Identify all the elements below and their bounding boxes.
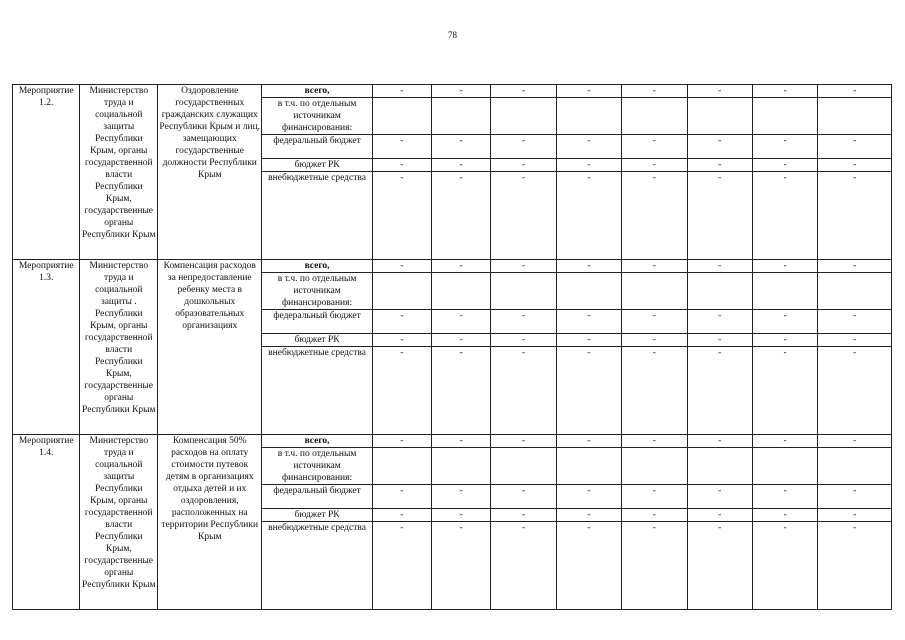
value-cell: - [752,509,817,522]
value-cell: - [687,135,752,159]
value-cell: - [432,435,491,448]
value-cell [622,273,687,310]
value-cell: - [687,260,752,273]
value-cell [556,98,621,135]
value-cell: - [556,347,621,435]
value-cell: - [491,509,556,522]
value-cell: - [372,172,431,260]
value-cell: - [818,435,892,448]
value-cell: - [622,435,687,448]
value-cell: - [752,310,817,334]
event-cell: Мероприятие 1.2. [13,85,80,260]
value-cell [491,98,556,135]
value-cell: - [622,172,687,260]
value-cell: - [752,522,817,610]
value-cell: - [432,509,491,522]
source-incl: в т.ч. по отдельным источникам финансирования: [262,273,372,310]
value-cell: - [432,310,491,334]
value-cell: - [491,135,556,159]
value-cell [432,448,491,485]
value-cell: - [752,172,817,260]
value-cell: - [622,159,687,172]
value-cell [432,98,491,135]
value-cell: - [556,135,621,159]
value-cell: - [622,135,687,159]
value-cell: - [818,347,892,435]
value-cell [372,448,431,485]
value-cell [556,448,621,485]
value-cell: - [491,310,556,334]
value-cell: - [818,260,892,273]
value-cell: - [491,347,556,435]
value-cell: - [622,347,687,435]
value-cell: - [687,85,752,98]
value-cell [372,98,431,135]
value-cell: - [556,485,621,509]
value-cell [687,448,752,485]
value-cell [752,273,817,310]
value-cell: - [556,522,621,610]
table-row [13,435,892,448]
value-cell: - [432,485,491,509]
value-cell: - [622,485,687,509]
value-cell: - [432,172,491,260]
value-cell: - [432,334,491,347]
event-cell: Мероприятие 1.4. [13,435,80,610]
value-cell: - [752,334,817,347]
value-cell: - [818,485,892,509]
value-cell: - [491,485,556,509]
value-cell: - [372,485,431,509]
value-cell [556,273,621,310]
value-cell: - [622,260,687,273]
value-cell: - [752,435,817,448]
value-cell: - [432,347,491,435]
value-cell: - [432,522,491,610]
value-cell: - [372,347,431,435]
value-cell: - [752,260,817,273]
value-cell: - [491,334,556,347]
value-cell: - [556,509,621,522]
value-cell: - [432,135,491,159]
funding-table [12,84,892,610]
value-cell: - [491,435,556,448]
value-cell: - [687,334,752,347]
value-cell: - [752,485,817,509]
value-cell: - [687,159,752,172]
value-cell: - [622,310,687,334]
value-cell: - [622,522,687,610]
value-cell: - [556,260,621,273]
value-cell [491,448,556,485]
table-row [13,260,892,273]
value-cell: - [432,85,491,98]
value-cell: - [372,159,431,172]
value-cell [752,448,817,485]
value-cell: - [622,334,687,347]
source-federal: федеральный бюджет [262,310,372,334]
source-extra: внебюджетные средства [262,347,372,435]
value-cell: - [372,509,431,522]
value-cell: - [818,509,892,522]
value-cell [372,273,431,310]
value-cell: - [372,334,431,347]
source-extra: внебюджетные средства [262,522,372,610]
value-cell [818,98,892,135]
value-cell: - [556,159,621,172]
value-cell: - [622,85,687,98]
value-cell: - [372,260,431,273]
value-cell: - [818,310,892,334]
value-cell: - [752,347,817,435]
name-cell: Компенсация расходов за непредоставление ребенку места в дошкольных образовательных организациях [158,260,262,435]
value-cell: - [752,159,817,172]
value-cell: - [752,85,817,98]
value-cell: - [752,135,817,159]
value-cell: - [491,260,556,273]
value-cell: - [556,172,621,260]
name-cell: Оздоровление государственных гражданских служащих Республики Крым и лиц, замещающих государственные должности Республики Крым [158,85,262,260]
value-cell [622,98,687,135]
value-cell: - [556,435,621,448]
value-cell [818,273,892,310]
source-rk: бюджет РК [262,159,372,172]
value-cell [622,448,687,485]
value-cell [432,273,491,310]
value-cell: - [432,260,491,273]
value-cell [818,448,892,485]
value-cell: - [818,334,892,347]
value-cell: - [491,159,556,172]
source-extra: внебюджетные средства [262,172,372,260]
value-cell: - [818,85,892,98]
value-cell: - [372,310,431,334]
value-cell: - [556,310,621,334]
value-cell: - [818,522,892,610]
executor-cell: Министерство труда и социальной защиты Республики Крым, органы государственной власти Республики Крым, государственные органы Республики Крым [80,435,158,610]
source-federal: федеральный бюджет [262,485,372,509]
value-cell: - [372,522,431,610]
source-incl: в т.ч. по отдельным источникам финансирования: [262,98,372,135]
value-cell: - [556,85,621,98]
value-cell: - [372,435,431,448]
value-cell: - [491,172,556,260]
value-cell: - [491,522,556,610]
value-cell: - [687,310,752,334]
value-cell: - [818,135,892,159]
value-cell: - [687,347,752,435]
table-row [13,85,892,98]
value-cell: - [556,334,621,347]
value-cell: - [491,85,556,98]
value-cell [491,273,556,310]
value-cell: - [818,159,892,172]
source-rk: бюджет РК [262,334,372,347]
name-cell: Компенсация 50% расходов на оплату стоимости путевок детям в организациях отдыха детей и их оздоровления, расположенных на территории Республики Крым [158,435,262,610]
value-cell [752,98,817,135]
value-cell: - [687,522,752,610]
value-cell [687,98,752,135]
executor-cell: Министерство труда и социальной защиты . Республики Крым, органы государственной власти Республики Крым, государственные органы Республики Крым [80,260,158,435]
source-rk: бюджет РК [262,509,372,522]
executor-cell: Министерство труда и социальной защиты Республики Крым, органы государственной власти Республики Крым, государственные органы Республики Крым [80,85,158,260]
page-number: 78 [448,30,457,40]
value-cell: - [372,135,431,159]
value-cell: - [687,172,752,260]
value-cell: - [687,435,752,448]
value-cell: - [818,172,892,260]
value-cell [687,273,752,310]
source-total: всего, [262,260,372,273]
source-total: всего, [262,85,372,98]
value-cell: - [432,159,491,172]
event-cell: Мероприятие 1.3. [13,260,80,435]
source-incl: в т.ч. по отдельным источникам финансирования: [262,448,372,485]
value-cell: - [687,509,752,522]
value-cell: - [687,485,752,509]
value-cell: - [622,509,687,522]
source-total: всего, [262,435,372,448]
source-federal: федеральный бюджет [262,135,372,159]
value-cell: - [372,85,431,98]
